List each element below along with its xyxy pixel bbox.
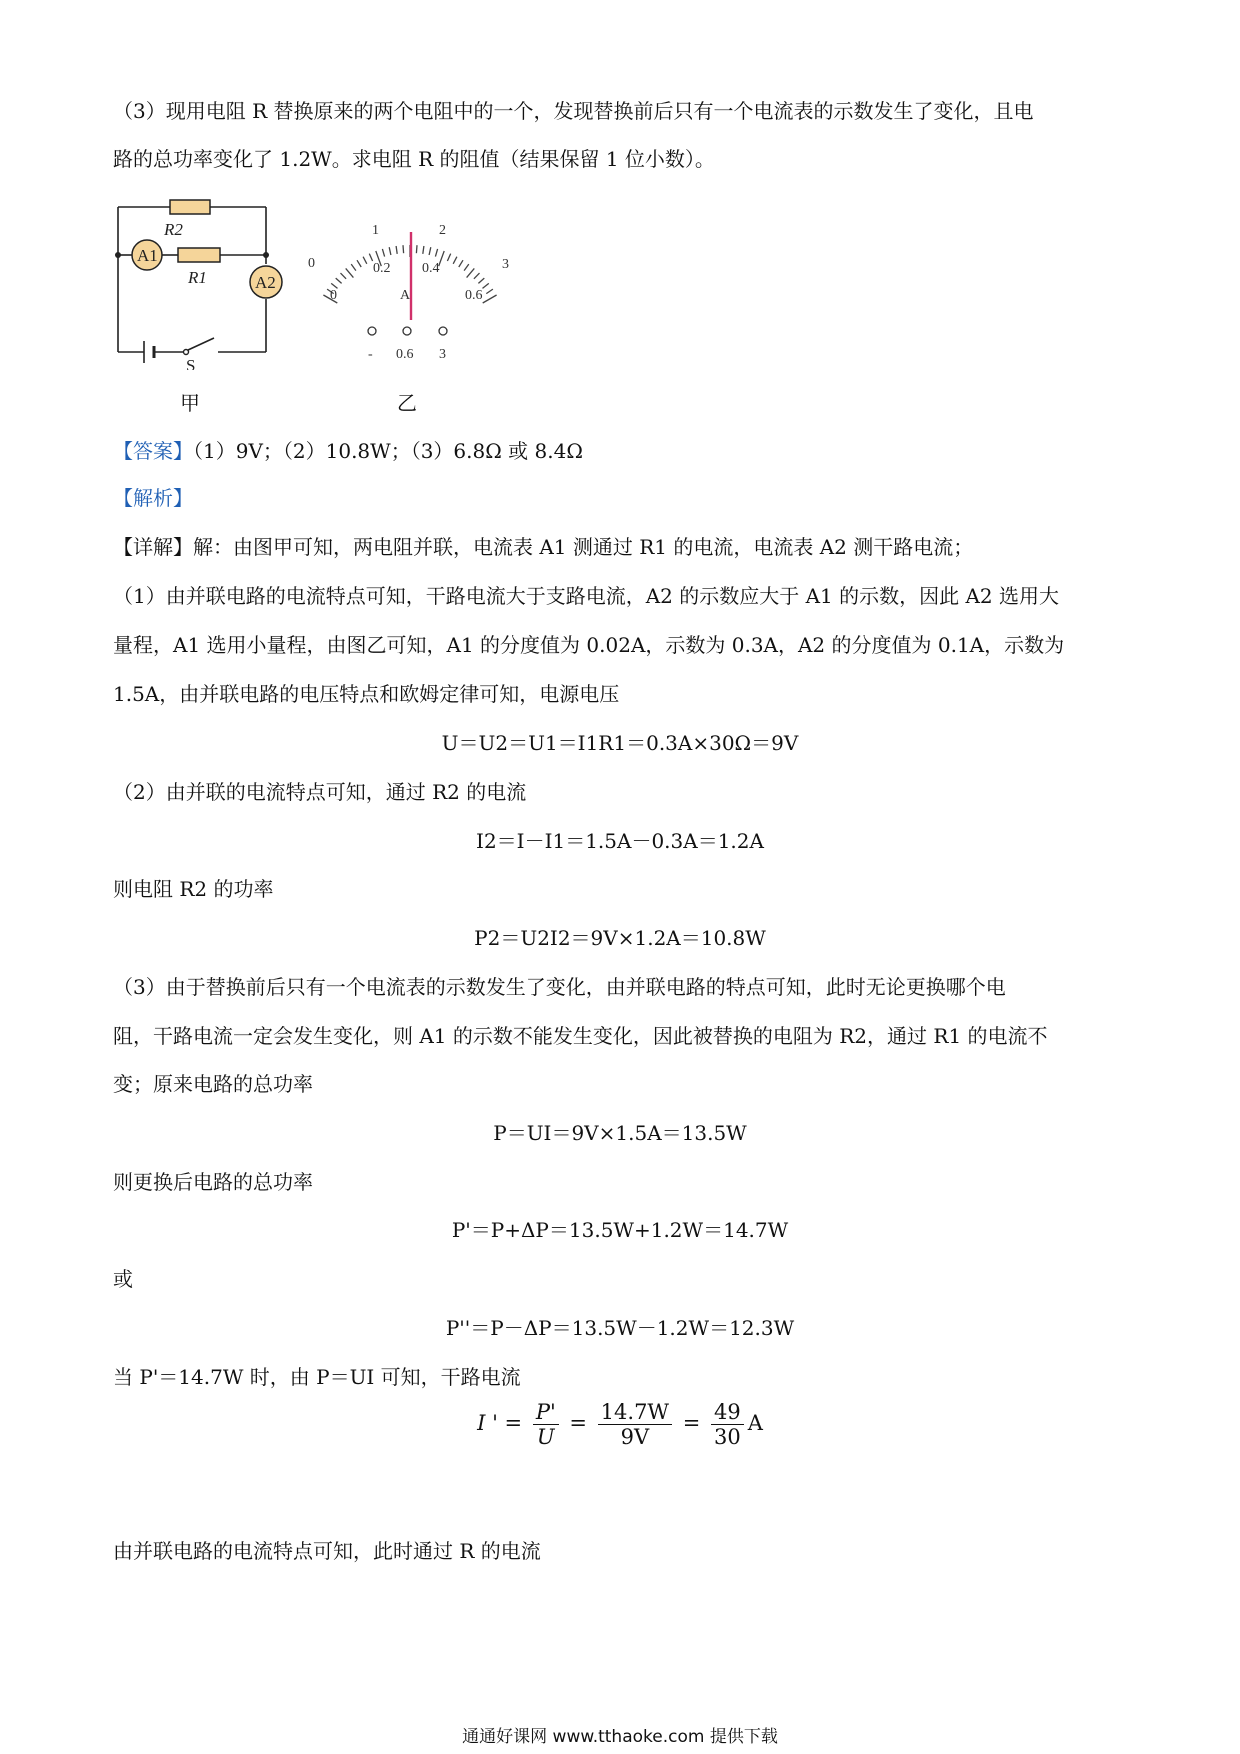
question-line-2: 路的总功率变化了 1.2W。求电阻 R 的阻值（结果保留 1 位小数）。 (113, 147, 715, 171)
fraction-3-num: 49 (711, 1400, 744, 1425)
answer-line (113, 435, 583, 464)
dial-tick (357, 260, 361, 267)
dial-tick (389, 247, 391, 255)
part3-line-2: 阻，干路电流一定会发生变化，则 A1 的示数不能发生变化，因此被替换的电阻为 R2，通过 R1 的电流不 (113, 1024, 1048, 1048)
switch-blade (188, 338, 214, 350)
bottom-scale-0-2: 0.2 (373, 261, 391, 276)
part3-line-5: 当 P'＝14.7W 时，由 P＝UI 可知，干路电流 (113, 1365, 521, 1389)
fraction-2-num: 14.7W (598, 1400, 672, 1425)
frac-unit: A (747, 1411, 763, 1435)
label-a2: A2 (255, 273, 276, 292)
dial-tick (336, 278, 342, 283)
terminal-label-3: 3 (439, 347, 446, 362)
page-footer: 通通好课网 www.tthaoke.com 提供下载 (462, 1727, 778, 1747)
top-scale-2: 2 (439, 223, 446, 238)
bottom-scale-0-6: 0.6 (465, 288, 483, 303)
dial-tick (369, 254, 372, 261)
answer-text: （1）9V；（2）10.8W；（3）6.8Ω 或 8.4Ω (193, 439, 583, 463)
dial-tick (464, 264, 469, 271)
frac-lhs: I ' (477, 1411, 498, 1435)
answer-tag: 【答案】 (113, 439, 193, 463)
dial-tick (467, 268, 475, 277)
fraction-2-den: 9V (620, 1425, 650, 1449)
part3-equation-2: P'＝P+ΔP＝13.5W+1.2W＝14.7W (451, 1218, 789, 1242)
part1-line-3: 1.5A，由并联电路的电压特点和欧姆定律可知，电源电压 (113, 682, 620, 706)
terminal-label-0-6: 0.6 (396, 347, 414, 362)
figure-yi-caption: 乙 (397, 391, 417, 415)
part2-line-2: 则电阻 R2 的功率 (113, 877, 274, 901)
fraction-1-num: P' (535, 1400, 556, 1424)
dial-tick (351, 264, 356, 271)
analysis-tag: 【解析】 (113, 486, 193, 510)
resistor-r1 (178, 248, 220, 262)
dial-tick (363, 257, 367, 264)
dial-tick (439, 251, 445, 266)
detail-text: 解：由图甲可知，两电阻并联，电流表 A1 测通过 R1 的电流，电流表 A2 测干路电流； (193, 535, 974, 559)
top-scale-1: 1 (372, 223, 379, 238)
terminal-3 (439, 327, 447, 335)
fraction-3-den: 30 (713, 1425, 741, 1449)
part2-line-1: （2）由并联的电流特点可知，通过 R2 的电流 (113, 780, 527, 804)
dial-tick (341, 273, 347, 279)
part1-line-2: 量程，A1 选用小量程，由图乙可知，A1 的分度值为 0.02A，示数为 0.3A，A2 的分度值为 0.1A，示数为 (113, 633, 1065, 657)
label-switch: S (186, 356, 196, 370)
dial-tick (453, 257, 457, 264)
dial-tick (396, 246, 397, 254)
question-line-1: （3）现用电阻 R 替换原来的两个电阻中的一个，发现替换前后只有一个电流表的示数发生了变化，且电 (113, 99, 1034, 123)
top-scale-3: 3 (502, 257, 509, 272)
circuit-diagram (110, 195, 300, 370)
dial-tick (483, 295, 497, 303)
terminal-negative (368, 327, 376, 335)
dial-tick (483, 283, 489, 288)
dial-tick (459, 260, 463, 267)
top-scale-0: 0 (308, 256, 315, 271)
dial-tick (416, 245, 417, 253)
dial-unit: A (400, 288, 411, 303)
fraction-1-den: U (536, 1425, 555, 1449)
dial-tick (435, 249, 437, 257)
dial-tick (423, 246, 424, 254)
dial-tick (429, 247, 431, 255)
part3-line-4: 则更换后电路的总功率 (113, 1170, 313, 1194)
dial-tick (346, 268, 354, 277)
terminal-label-negative: - (368, 347, 373, 362)
part2-equation-2: P2＝U2I2＝9V×1.2A＝10.8W (474, 926, 766, 950)
bottom-scale-0: 0 (330, 288, 337, 303)
dial-tick (382, 249, 384, 257)
part3-fraction-equation: I ' = $\frac{P'}{U}$ = $\frac{14.7W}{9V}$ = $\frac{49}{30}$ A (477, 1400, 763, 1449)
detail-line (113, 531, 973, 560)
label-r2: R2 (164, 220, 183, 239)
part3-equation-3: P''＝P－ΔP＝13.5W－1.2W＝12.3W (445, 1316, 795, 1340)
part3-or: 或 (113, 1267, 133, 1291)
ammeter-dial (300, 210, 520, 370)
bottom-scale-0-4: 0.4 (422, 261, 440, 276)
figure-jia-caption: 甲 (180, 391, 200, 415)
analysis-line (113, 482, 193, 511)
detail-tag: 【详解】 (113, 535, 193, 559)
part3-line-3: 变；原来电路的总功率 (113, 1072, 313, 1096)
dial-tick (478, 278, 484, 283)
dial-tick (486, 289, 493, 294)
part1-equation: U＝U2＝U1＝I1R1＝0.3A×30Ω＝9V (441, 731, 799, 755)
dial-tick (447, 254, 450, 261)
resistor-r2 (170, 200, 210, 214)
part3-line-6: 由并联电路的电流特点可知，此时通过 R 的电流 (113, 1539, 541, 1563)
label-a1: A1 (137, 246, 158, 265)
part3-line-1: （3）由于替换前后只有一个电流表的示数发生了变化，由并联电路的特点可知，此时无论更换哪个电 (113, 975, 1006, 999)
fraction-1 (533, 1400, 559, 1449)
part1-line-1: （1）由并联电路的电流特点可知，干路电流大于支路电流，A2 的示数应大于 A1 的示数，因此 A2 选用大 (113, 584, 1060, 608)
fraction-2 (598, 1400, 672, 1449)
fraction-3 (711, 1400, 744, 1449)
dial-tick (403, 245, 404, 253)
part3-equation-1: P＝UI＝9V×1.5A＝13.5W (493, 1121, 747, 1145)
terminal-0-6 (403, 327, 411, 335)
label-r1: R1 (188, 268, 207, 287)
dial-tick (474, 273, 480, 279)
part2-equation-1: I2＝I－I1＝1.5A－0.3A＝1.2A (476, 829, 764, 853)
